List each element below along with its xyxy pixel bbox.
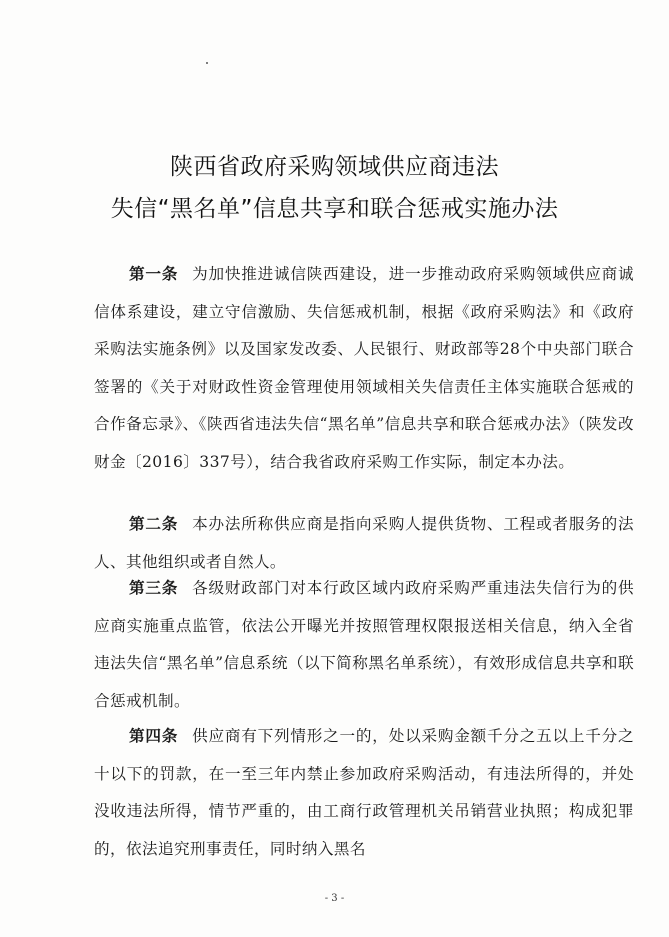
article-1-heading: 第一条 <box>129 265 179 283</box>
article-3-text: 各级财政部门对本行政区域内政府采购严重违法失信行为的供应商实施重点监管，依法公开曝光并按照管理权限报送相关信息，纳入全省违法失信“黑名单”信息系统（以下简称黑名单系统），有效形成信息共享和联合惩戒机制。 <box>94 579 634 710</box>
article-2-text: 本办法所称供应商是指向采购人提供货物、工程或者服务的法人、其他组织或者自然人。 <box>94 515 634 571</box>
article-3-heading: 第三条 <box>129 579 179 597</box>
article-1 <box>94 256 634 482</box>
article-2-heading: 第二条 <box>129 515 179 533</box>
article-1-text: 为加快推进诚信陕西建设，进一步推动政府采购领域供应商诚信体系建设，建立守信激励、失信惩戒机制，根据《政府采购法》和《政府采购法实施条例》以及国家发改委、人民银行、财政部等28个中央部门联合签署的《关于对财政性资金管理使用领域相关失信责任主体实施联合惩戒的合作备忘录》、《陕西省违法失信“黑名单”信息共享和联合惩戒办法》（陕发改财金〔2016〕337号），结合我省政府采购工作实际，制定本办法。 <box>94 265 634 471</box>
scan-speck <box>206 62 208 64</box>
article-4-text: 供应商有下列情形之一的，处以采购金额千分之五以上千分之十以下的罚款，在一至三年内禁止参加政府采购活动，有违法所得的，并处没收违法所得，情节严重的，由工商行政管理机关吊销营业执照；构成犯罪的，依法追究刑事责任，同时纳入黑名 <box>94 727 634 858</box>
article-3 <box>94 570 634 720</box>
article-4-heading: 第四条 <box>129 727 179 745</box>
document-title-line-2: 失信“黑名单”信息共享和联合惩戒实施办法 <box>110 196 559 222</box>
page-number: - 3 - <box>324 893 345 904</box>
article-4 <box>94 718 634 868</box>
document-title-line-1: 陕西省政府采购领域供应商违法 <box>170 154 499 180</box>
